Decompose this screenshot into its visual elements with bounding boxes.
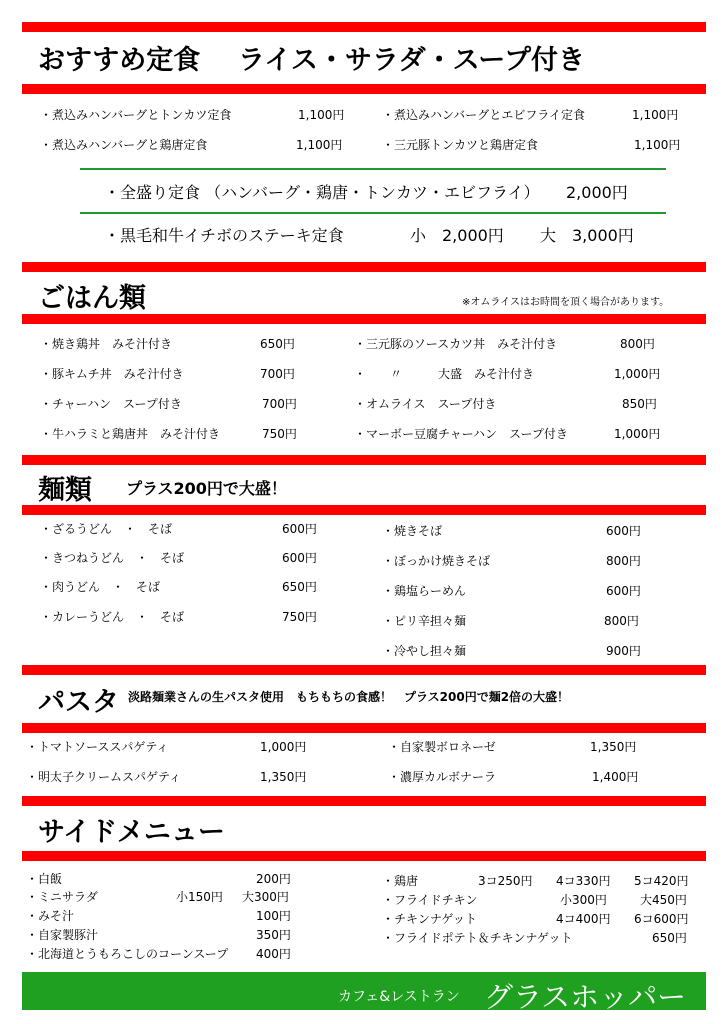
menu-item-name: ・焼き鶏丼 みそ汁付き xyxy=(40,337,173,351)
menu-item-name: ・きつねうどん ・ そば xyxy=(40,551,185,565)
section-subtitle-teishoku: ライス・サラダ・スープ付き xyxy=(238,45,585,76)
section-title-men: 麺類 xyxy=(38,475,92,506)
menu-item-name: ・マーボー豆腐チャーハン スープ付き xyxy=(354,427,568,441)
section-title-gohan: ごはん類 xyxy=(38,283,146,314)
side-item-name: ・みそ汁 xyxy=(26,909,75,923)
side-item-price-6: 6コ600円 xyxy=(634,912,689,926)
divider-bar xyxy=(22,665,706,675)
menu-item-price: 650円 xyxy=(260,337,295,351)
menu-item-name: ・焼きそば xyxy=(382,524,443,538)
side-item-price-5: 5コ420円 xyxy=(634,874,689,888)
side-item-price: 650円 xyxy=(652,931,687,945)
side-item-name: ・フライドポテト＆チキンナゲット xyxy=(382,931,573,945)
menu-item-price: 1,100円 xyxy=(632,108,679,122)
menu-item-price: 1,000円 xyxy=(614,427,661,441)
section-title-pasta: パスタ xyxy=(38,687,119,718)
divider-bar xyxy=(22,262,706,272)
menu-item-name: ・ 〃 大盛 みそ汁付き xyxy=(354,367,535,381)
special-item-price-large: 大 3,000円 xyxy=(540,226,634,245)
menu-item-name: ・ざるうどん ・ そば xyxy=(40,522,173,536)
divider-bar xyxy=(22,796,706,806)
menu-item-price: 1,000円 xyxy=(260,740,307,754)
green-divider xyxy=(80,212,666,214)
menu-item-price: 800円 xyxy=(604,614,639,628)
restaurant-name: グラスホッパー xyxy=(484,980,687,1014)
side-item-price-large: 大450円 xyxy=(640,893,687,907)
footer-subtitle: カフェ&レストラン xyxy=(338,989,460,1005)
menu-item-name: ・煮込みハンバーグと鶏唐定食 xyxy=(40,138,208,152)
menu-item-price: 850円 xyxy=(622,397,657,411)
menu-item-price: 1,100円 xyxy=(296,138,343,152)
side-item-name: ・チキンナゲット xyxy=(382,912,477,926)
menu-item-price: 1,400円 xyxy=(592,770,639,784)
menu-item-price: 600円 xyxy=(282,522,317,536)
side-item-name: ・白飯 xyxy=(26,872,63,886)
menu-item-price: 600円 xyxy=(282,551,317,565)
side-item-price-small: 小300円 xyxy=(560,893,607,907)
side-item-price-4: 4コ400円 xyxy=(556,912,611,926)
menu-item-name: ・ぼっかけ焼きそば xyxy=(382,554,491,568)
menu-item-price: 1,000円 xyxy=(614,367,661,381)
menu-item-name: ・自家製ボロネーゼ xyxy=(388,740,496,754)
menu-item-name: ・肉うどん ・ そば xyxy=(40,580,161,594)
side-item-price: 350円 xyxy=(256,928,291,942)
menu-item-name: ・ピリ辛担々麺 xyxy=(382,614,467,628)
menu-item-price: 1,350円 xyxy=(260,770,307,784)
special-item-name: ・黒毛和牛イチボのステーキ定食 xyxy=(104,226,344,245)
divider-bar xyxy=(22,314,706,324)
menu-item-price: 800円 xyxy=(620,337,655,351)
green-divider xyxy=(80,168,666,170)
menu-item-name: ・濃厚カルボナーラ xyxy=(388,770,497,784)
section-title-teishoku: おすすめ定食 xyxy=(38,45,201,76)
menu-item-price: 650円 xyxy=(282,580,317,594)
divider-bar xyxy=(22,851,706,861)
menu-item-name: ・オムライス スープ付き xyxy=(354,397,497,411)
menu-item-price: 1,100円 xyxy=(634,138,681,152)
divider-bar xyxy=(22,84,706,94)
side-item-name: ・フライドチキン xyxy=(382,893,478,907)
side-item-price-4: 4コ330円 xyxy=(556,874,611,888)
divider-bar xyxy=(22,22,706,32)
menu-item-price: 900円 xyxy=(606,644,641,658)
side-item-name: ・ミニサラダ xyxy=(26,890,98,904)
section-subtitle-men: プラス200円で大盛！ xyxy=(126,479,287,498)
menu-item-name: ・三元豚のソースカツ丼 みそ汁付き xyxy=(354,337,558,351)
menu-item-price: 600円 xyxy=(606,524,641,538)
section-subtitle-pasta: 淡路麺業さんの生パスタ使用 もちもちの食感！ プラス200円で麺2倍の大盛！ xyxy=(128,690,570,704)
menu-item-price: 1,100円 xyxy=(298,108,345,122)
section-note-gohan: ※オムライスはお時間を頂く場合があります。 xyxy=(462,297,670,308)
menu-item-price: 700円 xyxy=(260,367,295,381)
menu-item-name: ・煮込みハンバーグとエビフライ定食 xyxy=(382,108,586,122)
menu-item-name: ・牛ハラミと鶏唐丼 みそ汁付き xyxy=(40,427,221,441)
menu-item-name: ・明太子クリームスパゲティ xyxy=(26,770,182,784)
menu-item-name: ・鶏塩らーめん xyxy=(382,584,467,598)
divider-bar xyxy=(22,455,706,465)
menu-item-name: ・煮込みハンバーグとトンカツ定食 xyxy=(40,108,232,122)
side-item-price: 400円 xyxy=(256,947,291,961)
side-item-price: 100円 xyxy=(256,909,291,923)
side-item-name: ・北海道とうもろこしのコーンスープ xyxy=(26,947,229,961)
menu-item-price: 1,350円 xyxy=(590,740,637,754)
menu-item-name: ・チャーハン スープ付き xyxy=(40,397,182,411)
menu-item-price: 700円 xyxy=(262,397,297,411)
divider-bar xyxy=(22,723,706,733)
side-item-name: ・自家製豚汁 xyxy=(26,928,99,942)
side-item-price: 200円 xyxy=(256,872,291,886)
menu-item-price: 750円 xyxy=(282,610,317,624)
menu-item-price: 600円 xyxy=(606,584,641,598)
side-item-name: ・鶏唐 xyxy=(382,874,419,888)
menu-item-price: 800円 xyxy=(606,554,641,568)
side-item-price-3: 3コ250円 xyxy=(478,874,533,888)
special-item-price-small: 小 2,000円 xyxy=(410,226,504,245)
side-item-price-small: 小150円 xyxy=(176,890,223,904)
menu-item-price: 750円 xyxy=(262,427,297,441)
special-item-price: 2,000円 xyxy=(566,183,628,202)
section-title-side: サイドメニュー xyxy=(38,817,225,848)
menu-item-name: ・カレーうどん ・ そば xyxy=(40,610,185,624)
menu-item-name: ・豚キムチ丼 みそ汁付き xyxy=(40,367,184,381)
divider-bar xyxy=(22,505,706,515)
menu-item-name: ・冷やし担々麺 xyxy=(382,644,467,658)
special-item-name: ・全盛り定食 （ハンバーグ・鶏唐・トンカツ・エビフライ） xyxy=(104,183,540,202)
side-item-price-large: 大300円 xyxy=(242,890,289,904)
menu-item-name: ・トマトソーススパゲティ xyxy=(26,740,169,754)
menu-item-name: ・三元豚トンカツと鶏唐定食 xyxy=(382,138,539,152)
